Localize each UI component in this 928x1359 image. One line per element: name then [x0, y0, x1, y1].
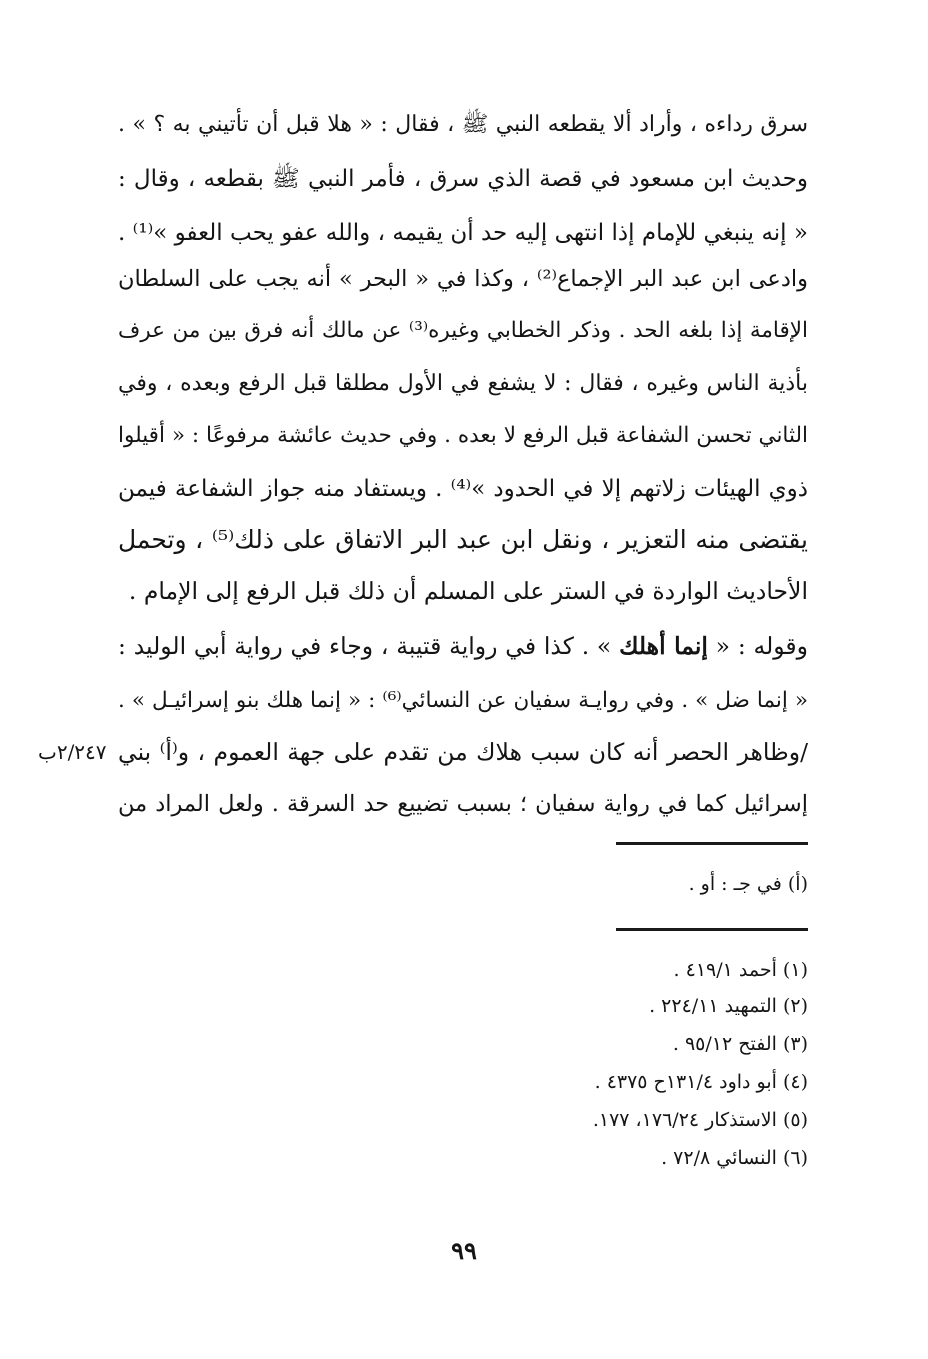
variant-note: (أ) في جـ : أو . — [688, 873, 808, 895]
footnote-divider — [616, 842, 808, 845]
body-line: يقتضى منه التعزير ، ونقل ابن عبد البر الاتفاق على ذلك⁽⁵⁾ ، وتحمل — [118, 525, 808, 554]
footnote: (٥) الاستذكار ١٧٦/٢٤، ١٧٧. — [592, 1109, 808, 1131]
body-line: الثاني تحسن الشفاعة قبل الرفع لا بعده . وفي حديث عائشة مرفوعًا : « أقيلوا — [118, 423, 808, 448]
body-line: إسرائيل كما في رواية سفيان ؛ بسبب تضييع حد السرقة . ولعل المراد من — [118, 791, 808, 817]
footnote: (٢) التمهيد ٢٢٤/١١ . — [649, 995, 808, 1017]
body-line: وحديث ابن مسعود في قصة الذي سرق ، فأمر النبي ﷺ بقطعه ، وقال : — [118, 166, 808, 192]
quote-prefix: وقوله : « — [707, 632, 808, 660]
body-line: « إنه ينبغي للإمام إذا انتهى إليه حد أن يقيمه ، والله عفو يحب العفو »⁽¹⁾ . — [118, 220, 808, 246]
body-line: /وظاهر الحصر أنه كان سبب هلاك من تقدم على جهة العموم ، و⁽أ⁾ بني — [118, 738, 808, 766]
body-line: الإقامة إذا بلغه الحد . وذكر الخطابي وغيره⁽³⁾ عن مالك أنه فرق بين من عرف — [118, 318, 808, 343]
folio-margin-note: ٢/٢٤٧ب — [38, 740, 107, 764]
bold-quote: إنما أهلك — [619, 632, 708, 660]
footnote-divider — [616, 928, 808, 931]
body-line: بأذية الناس وغيره ، فقال : لا يشفع في الأول مطلقا قبل الرفع وبعده ، وفي — [118, 371, 808, 396]
body-line: وادعى ابن عبد البر الإجماع⁽²⁾ ، وكذا في « البحر » أنه يجب على السلطان — [118, 266, 808, 292]
body-line: الأحاديث الواردة في الستر على المسلم أن ذلك قبل الرفع إلى الإمام . — [128, 577, 808, 605]
footnote: (١) أحمد ٤١٩/١ . — [673, 959, 808, 981]
footnote: (٦) النسائي ٧٢/٨ . — [661, 1147, 808, 1169]
body-line: سرق رداءه ، وأراد ألا يقطعه النبي ﷺ ، فقال : « هلا قبل أن تأتيني به ؟ » . — [118, 112, 808, 137]
page-number: ٩٩ — [451, 1236, 477, 1265]
body-line: « إنما ضل » . وفي روايـة سفيان عن النسائي⁽⁶⁾ : « إنما هلك بنو إسرائيـل » . — [118, 688, 808, 713]
body-line — [118, 628, 808, 664]
footnote: (٣) الفتح ٩٥/١٢ . — [672, 1033, 808, 1055]
body-line: ذوي الهيئات زلاتهم إلا في الحدود »⁽⁴⁾ . ويستفاد منه جواز الشفاعة فيمن — [118, 476, 808, 502]
footnote: (٤) أبو داود ١٣١/٤ح ٤٣٧٥ . — [594, 1071, 808, 1093]
quote-suffix: » . كذا في رواية قتيبة ، وجاء في رواية أبي الوليد : — [118, 632, 620, 660]
